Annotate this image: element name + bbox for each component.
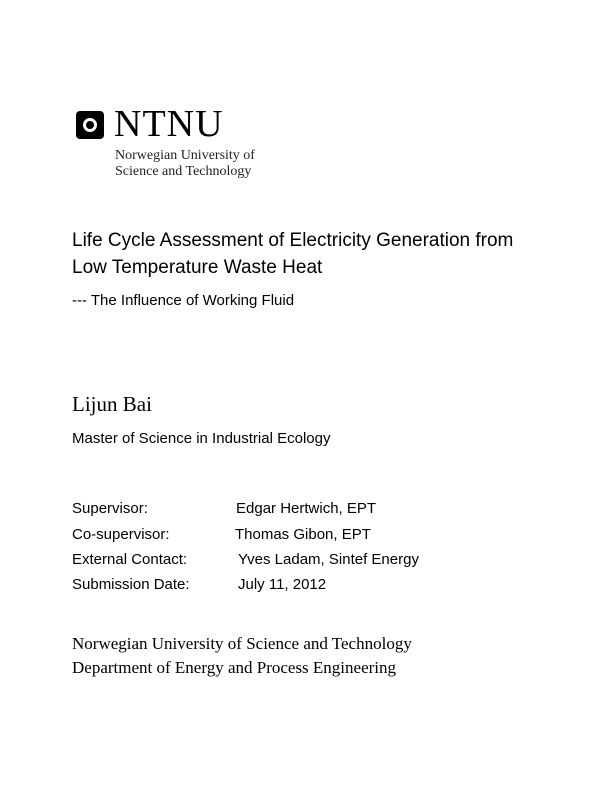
external-contact-label: External Contact: [72, 551, 188, 568]
department-name: Department of Energy and Process Engineering [72, 658, 397, 677]
ntnu-logo-icon [76, 111, 104, 139]
submission-date-value: July 11, 2012 [238, 576, 327, 593]
thesis-title-line2: Low Temperature Waste Heat [72, 257, 323, 278]
supervisor-value: Edgar Hertwich, EPT [236, 500, 377, 517]
degree-program: Master of Science in Industrial Ecology [72, 430, 331, 447]
institution-name: Norwegian University of Science and Technology [72, 634, 412, 653]
thesis-subtitle: --- The Influence of Working Fluid [72, 292, 295, 309]
thesis-title-line1: Life Cycle Assessment of Electricity Generation from [72, 230, 514, 251]
logo-subtitle-line2: Science and Technology [115, 164, 252, 179]
logo-subtitle [115, 148, 255, 180]
thesis-title [72, 227, 572, 281]
submission-date-label: Submission Date: [72, 576, 190, 593]
logo-subtitle-line1: Norwegian University of [115, 148, 255, 163]
logo-wordmark: NTNU [114, 103, 224, 145]
cosupervisor-label: Co-supervisor: [72, 526, 170, 543]
supervisor-label: Supervisor: [72, 500, 148, 517]
author-name: Lijun Bai [72, 392, 152, 416]
cosupervisor-value: Thomas Gibon, EPT [235, 526, 371, 543]
external-contact-value: Yves Ladam, Sintef Energy [238, 551, 419, 568]
